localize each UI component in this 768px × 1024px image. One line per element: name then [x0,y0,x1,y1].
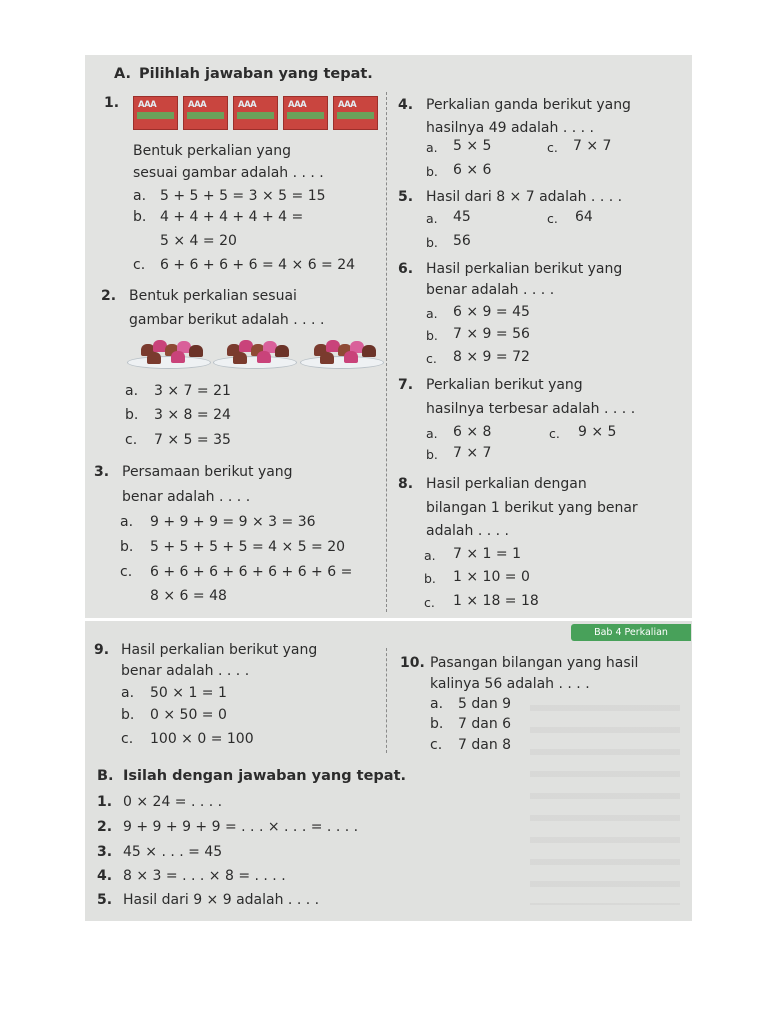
q7-option-c-label: c. [549,426,560,441]
q9-option-b: 0 × 50 = 0 [150,707,227,723]
book-band [137,112,174,119]
book-band [237,112,274,119]
q2-option-b-label: b. [125,407,139,423]
book-band [337,112,374,119]
q3-number: 3. [94,464,110,480]
q8-option-c-label: c. [424,595,435,610]
column-divider [386,92,387,612]
q2-option-a-label: a. [125,383,139,399]
q6-text-line1: Hasil perkalian berikut yang [426,261,623,277]
book-cover-text: AAA [138,100,157,110]
q9-option-c-label: c. [121,731,134,747]
q3-option-b-label: b. [120,539,134,555]
q1-option-c-label: c. [133,257,146,273]
q5-option-b-label: b. [426,235,438,250]
plate [300,356,384,369]
q3-option-a: 9 + 9 + 9 = 9 × 3 = 36 [150,514,316,530]
q4-option-b-label: b. [426,164,438,179]
book-icon [233,96,278,130]
b2-text: 9 + 9 + 9 + 9 = . . . × . . . = . . . . [123,819,359,835]
bleed-through-text [530,705,680,905]
q1-option-a: 5 + 5 + 5 = 3 × 5 = 15 [160,188,326,204]
q10-option-b-label: b. [430,716,444,732]
q4-number: 4. [398,97,414,113]
q5-option-c: 64 [575,209,593,225]
book-band [287,112,324,119]
q9-text-line1: Hasil perkalian berikut yang [121,642,318,658]
section-a-letter: A. [114,66,131,82]
q2-option-b: 3 × 8 = 24 [154,407,231,423]
plate [213,356,297,369]
q9-option-a-label: a. [121,685,135,701]
q8-option-b-label: b. [424,571,436,586]
q8-option-b: 1 × 10 = 0 [453,569,530,585]
q7-option-c: 9 × 5 [578,424,617,440]
q5-text-line1: Hasil dari 8 × 7 adalah . . . . [426,189,623,205]
q8-option-a-label: a. [424,548,436,563]
q10-option-a-label: a. [430,696,444,712]
q8-number: 8. [398,476,414,492]
b3-number: 3. [97,844,113,860]
q8-text-line1: Hasil perkalian dengan [426,476,587,492]
q7-option-b-label: b. [426,447,438,462]
q6-text-line2: benar adalah . . . . [426,282,555,298]
cupcake-icon [189,345,203,357]
q7-text-line2: hasilnya terbesar adalah . . . . [426,401,636,417]
q8-text-line2: bilangan 1 berikut yang benar [426,500,638,516]
q4-option-a-label: a. [426,140,438,155]
q10-number: 10. [400,655,425,671]
b1-text: 0 × 24 = . . . . [123,794,223,810]
q5-number: 5. [398,189,414,205]
q8-option-c: 1 × 18 = 18 [453,593,539,609]
q4-option-a: 5 × 5 [453,138,492,154]
q1-option-b: 4 + 4 + 4 + 4 + 4 = [160,209,304,225]
q4-text-line1: Perkalian ganda berikut yang [426,97,631,113]
q2-option-c: 7 × 5 = 35 [154,432,231,448]
q6-option-a: 6 × 9 = 45 [453,304,530,320]
q1-text-line2: sesuai gambar adalah . . . . [133,165,324,181]
q10-option-c-label: c. [430,737,443,753]
q10-option-b: 7 dan 6 [458,716,512,732]
q1-option-b-label: b. [133,209,147,225]
book-cover-text: AAA [238,100,257,110]
column-divider-bottom [386,648,387,753]
cupcake-icon [344,351,358,363]
q9-number: 9. [94,642,110,658]
b4-number: 4. [97,868,113,884]
q6-option-c: 8 × 9 = 72 [453,349,530,365]
cupcake-icon [171,351,185,363]
cupcake-icon [320,352,334,364]
b5-text: Hasil dari 9 × 9 adalah . . . . [123,892,320,908]
q3-option-a-label: a. [120,514,134,530]
book-cover-text: AAA [288,100,307,110]
cupcake-icon [233,352,247,364]
q1-option-b-line2: 5 × 4 = 20 [160,233,237,249]
q2-number: 2. [101,288,117,304]
q6-option-c-label: c. [426,351,437,366]
q4-option-c: 7 × 7 [573,138,612,154]
q6-option-b: 7 × 9 = 56 [453,326,530,342]
q8-option-a: 7 × 1 = 1 [453,546,521,562]
q1-text-line1: Bentuk perkalian yang [133,143,292,159]
q2-option-c-label: c. [125,432,138,448]
q1-number: 1. [104,95,120,111]
book-icon [183,96,228,130]
q4-option-c-label: c. [547,140,558,155]
q10-option-a: 5 dan 9 [458,696,512,712]
q2-option-a: 3 × 7 = 21 [154,383,231,399]
q6-number: 6. [398,261,414,277]
chapter-badge: Bab 4 Perkalian [571,624,691,641]
q10-text-line2: kalinya 56 adalah . . . . [430,676,590,692]
q9-option-c: 100 × 0 = 100 [150,731,254,747]
b4-text: 8 × 3 = . . . × 8 = . . . . [123,868,286,884]
plate [127,356,211,369]
q3-option-c: 6 + 6 + 6 + 6 + 6 + 6 + 6 = [150,564,353,580]
q4-option-b: 6 × 6 [453,162,492,178]
q1-option-c: 6 + 6 + 6 + 6 = 4 × 6 = 24 [160,257,356,273]
cupcake-icon [257,351,271,363]
q5-option-c-label: c. [547,211,558,226]
q6-option-b-label: b. [426,328,438,343]
q3-option-c-line2: 8 × 6 = 48 [150,588,227,604]
q4-text-line2: hasilnya 49 adalah . . . . [426,120,594,136]
cupcake-icon [147,352,161,364]
q7-number: 7. [398,377,414,393]
b2-number: 2. [97,819,113,835]
q5-option-b: 56 [453,233,471,249]
q6-option-a-label: a. [426,306,438,321]
b3-text: 45 × . . . = 45 [123,844,223,860]
q7-option-a: 6 × 8 [453,424,492,440]
book-cover-text: AAA [188,100,207,110]
q3-text-line1: Persamaan berikut yang [122,464,293,480]
q9-option-a: 50 × 1 = 1 [150,685,227,701]
cupcake-icon [275,345,289,357]
book-icon [133,96,178,130]
q3-option-c-label: c. [120,564,133,580]
q2-text-line1: Bentuk perkalian sesuai [129,288,297,304]
book-icon [283,96,328,130]
q1-option-a-label: a. [133,188,147,204]
q9-option-b-label: b. [121,707,135,723]
q10-text-line1: Pasangan bilangan yang hasil [430,655,639,671]
q3-option-b: 5 + 5 + 5 + 5 = 4 × 5 = 20 [150,539,346,555]
q5-option-a-label: a. [426,211,438,226]
section-a-heading: Pilihlah jawaban yang tepat. [139,66,373,82]
q5-option-a: 45 [453,209,471,225]
q7-option-a-label: a. [426,426,438,441]
section-b-letter: B. [97,768,114,784]
q10-option-c: 7 dan 8 [458,737,512,753]
b1-number: 1. [97,794,113,810]
cupcake-icon [362,345,376,357]
q2-text-line2: gambar berikut adalah . . . . [129,312,325,328]
b5-number: 5. [97,892,113,908]
book-icon [333,96,378,130]
book-cover-text: AAA [338,100,357,110]
q7-option-b: 7 × 7 [453,445,492,461]
q3-text-line2: benar adalah . . . . [122,489,251,505]
q9-text-line2: benar adalah . . . . [121,663,250,679]
q7-text-line1: Perkalian berikut yang [426,377,583,393]
book-band [187,112,224,119]
q8-text-line3: adalah . . . . [426,523,509,539]
section-b-heading: Isilah dengan jawaban yang tepat. [123,768,407,784]
